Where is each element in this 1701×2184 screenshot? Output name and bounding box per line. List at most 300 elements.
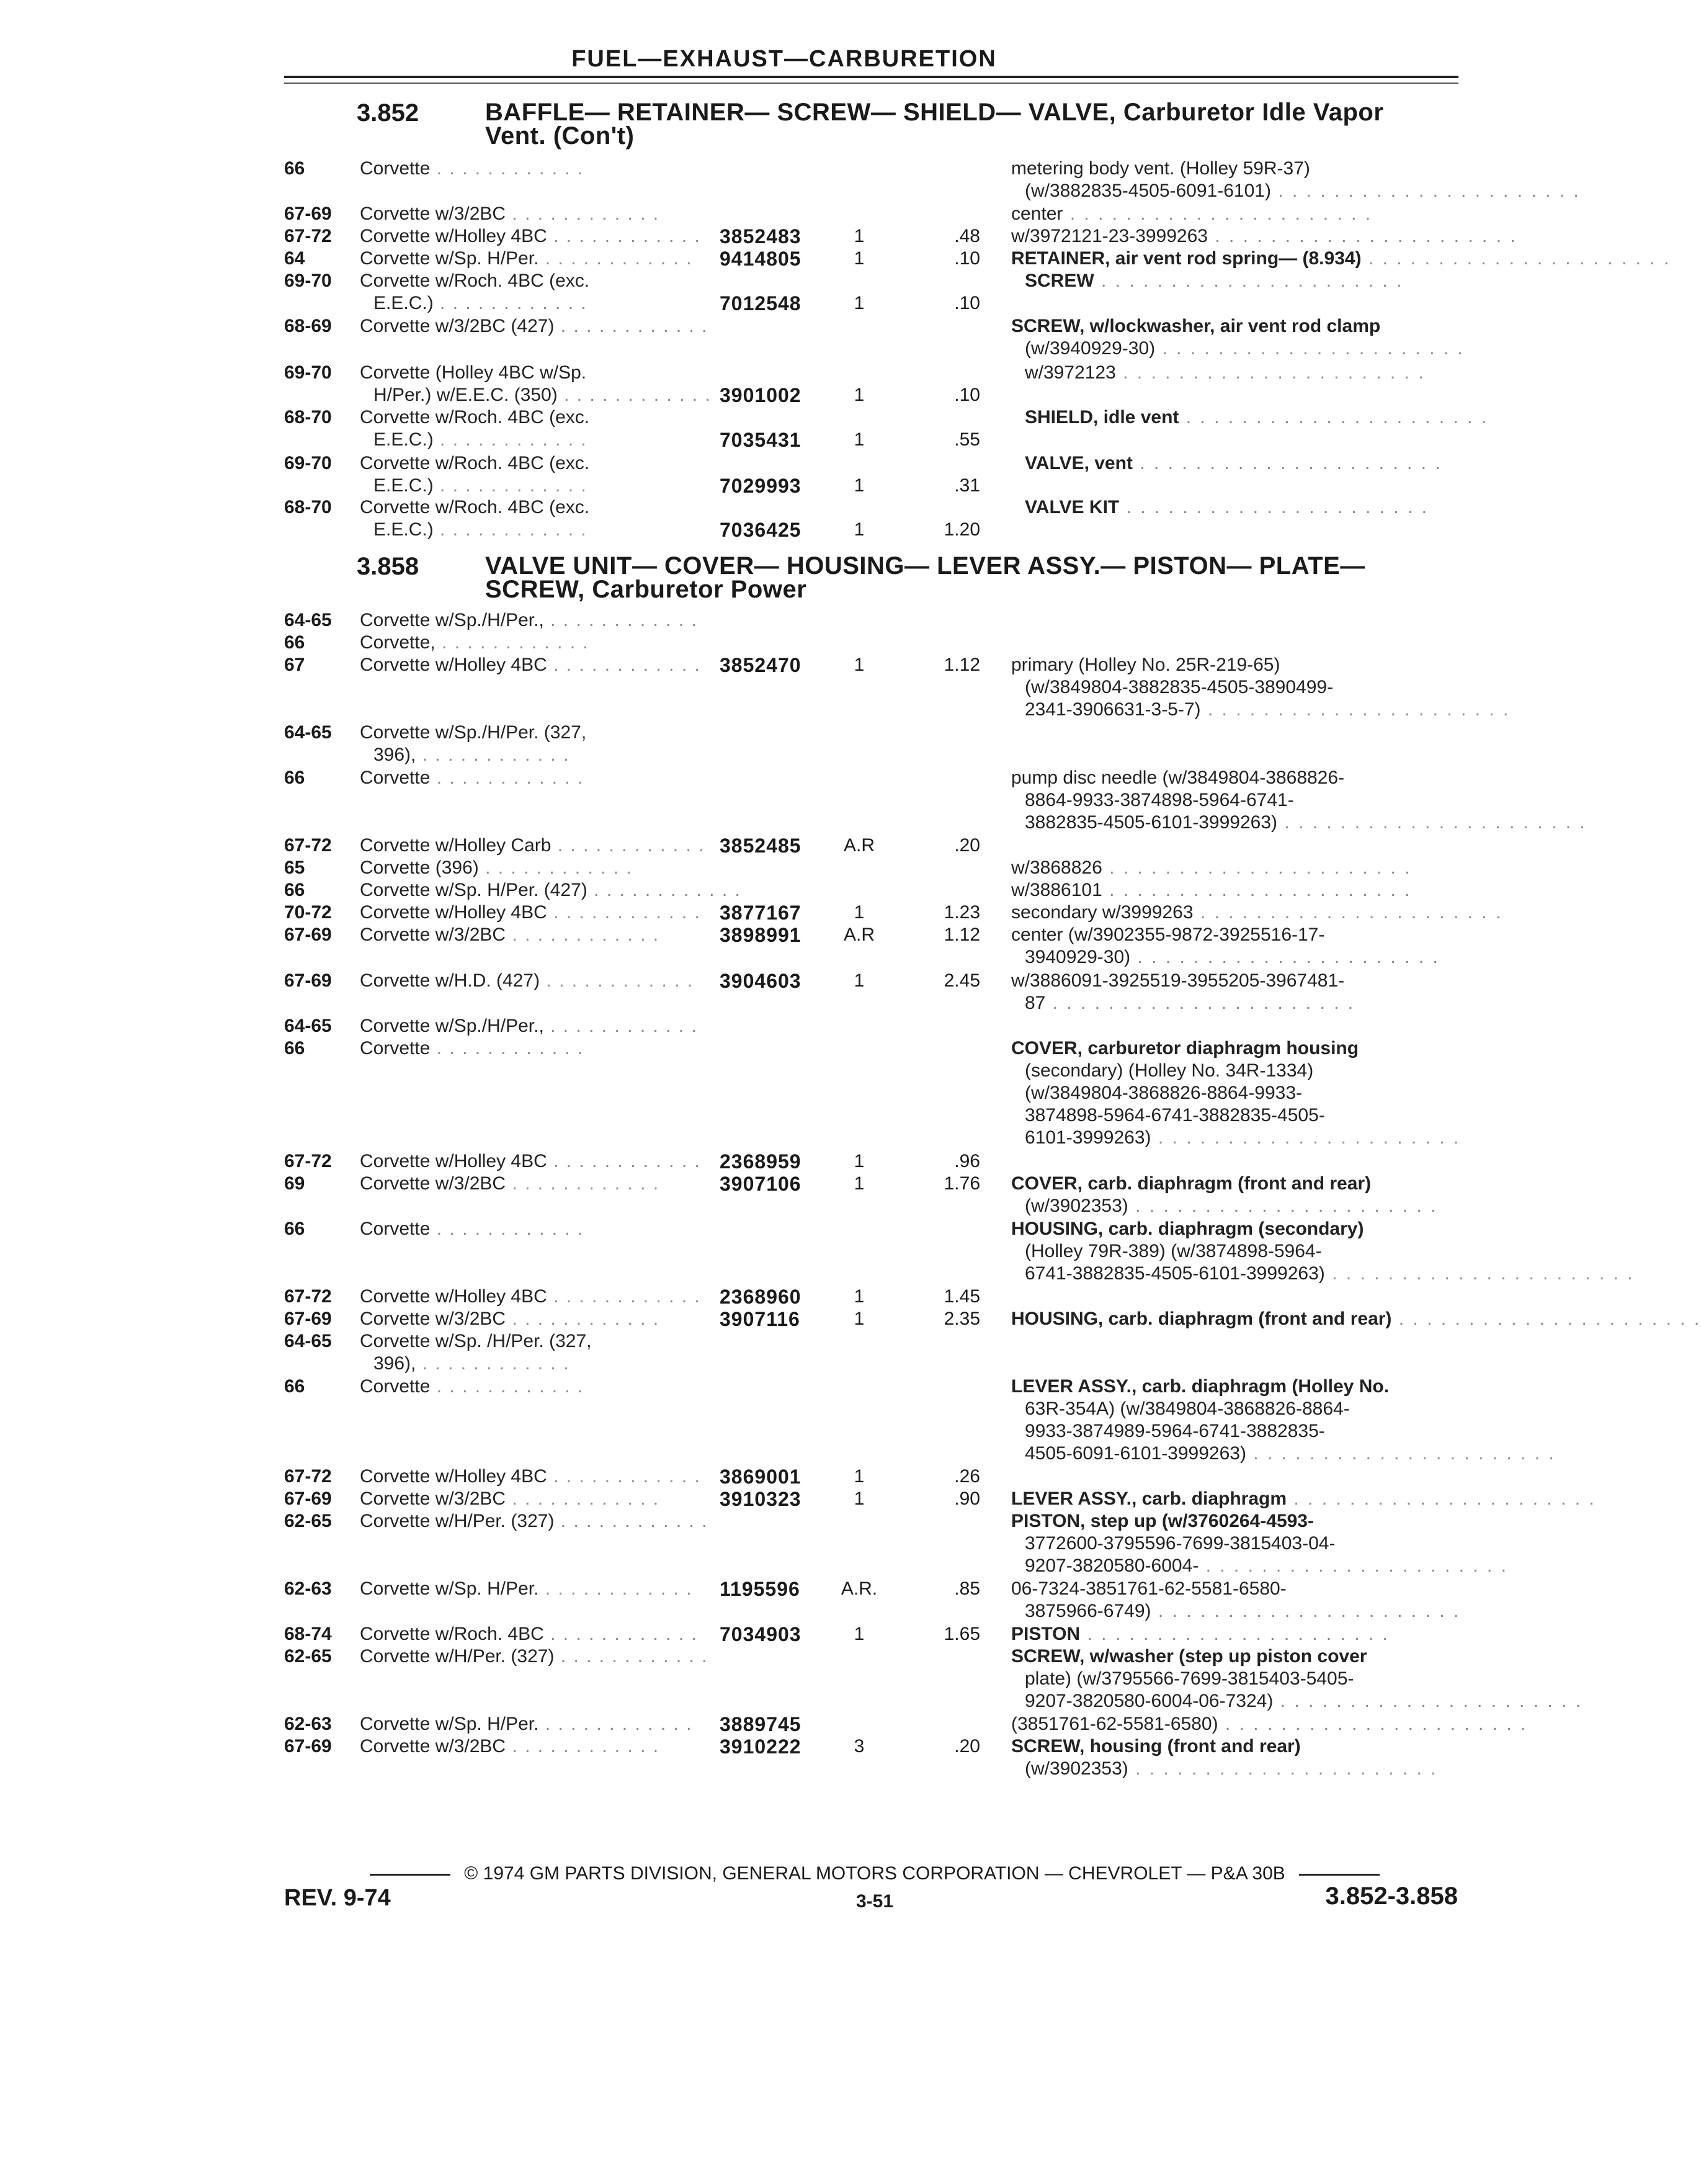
application-line	[360, 225, 701, 248]
description	[1011, 1376, 1556, 1465]
price: 1.12	[944, 924, 980, 945]
row-application	[360, 857, 695, 879]
description	[1011, 1488, 1596, 1510]
application-text: Corvette	[360, 1038, 431, 1058]
application-line	[360, 1037, 695, 1060]
description-line	[1011, 1082, 1464, 1104]
row-year: 69-70	[284, 453, 332, 473]
header-rule	[284, 76, 1458, 78]
description-text: LEVER ASSY., carb. diaphragm (Holley No.	[1011, 1376, 1390, 1397]
leader-dots: . . . . . . . . . . . .	[416, 745, 570, 765]
row-year: 67-69	[284, 970, 332, 991]
description	[1011, 767, 1587, 834]
description-text: COVER, carburetor diaphragm housing	[1011, 1038, 1359, 1058]
application-text: Corvette w/H.D. (427)	[360, 970, 540, 991]
quantity: 1	[854, 226, 865, 246]
quantity: 1	[854, 902, 865, 923]
price: 2.35	[944, 1309, 980, 1329]
row-application	[360, 1330, 695, 1375]
description-text: w/3972121-23-3999263	[1011, 226, 1208, 246]
description-line	[1011, 1060, 1464, 1082]
description-text: pump disc needle (w/3849804-3868826-	[1011, 768, 1345, 788]
application-line	[360, 1353, 695, 1375]
application-text: Corvette w/Holley 4BC	[360, 902, 547, 923]
description	[1011, 315, 1464, 360]
row-year: 62-63	[284, 1714, 332, 1734]
application-line	[360, 496, 695, 519]
application-text: Corvette w/Roch. 4BC (exc.	[360, 407, 590, 427]
description-text: 4505-6091-6101-3999263)	[1025, 1443, 1246, 1464]
row-application	[360, 496, 695, 541]
application-text: Corvette w/Sp. H/Per.	[360, 1578, 539, 1599]
part-number: 1195596	[720, 1578, 800, 1600]
application-line	[360, 475, 695, 497]
quantity: A.R	[843, 924, 875, 945]
leader-dots: . . . . . . . . . . . . . . . . . . . . . .	[1200, 699, 1511, 720]
application-line	[360, 1488, 695, 1510]
row-application	[360, 1578, 695, 1600]
description-text: 3772600-3795596-7699-3815403-04-	[1025, 1533, 1336, 1554]
leader-dots: . . . . . . . . . . . . . . . . . . . . . .	[1273, 1691, 1583, 1711]
description-line	[1011, 767, 1464, 789]
description-text: (3851761-62-5581-6580)	[1011, 1714, 1218, 1734]
description-text: PISTON	[1011, 1624, 1081, 1644]
price: .96	[954, 1151, 980, 1171]
leader-dots: . . . . . . . . . . . .	[554, 1646, 708, 1667]
row-application	[360, 1037, 695, 1060]
leader-dots: . . . . . . . . . . . . . . . . . . . . . .	[1119, 497, 1429, 517]
description-text: SCREW, housing (front and rear)	[1011, 1736, 1301, 1757]
description	[1011, 1510, 1508, 1577]
application-text: Corvette,	[360, 632, 435, 653]
description-text: w/3972123	[1025, 362, 1116, 383]
description-text: 63R-354A) (w/3849804-3868826-8864-	[1025, 1399, 1350, 1419]
description-text: w/3868826	[1011, 857, 1102, 878]
description-line	[1011, 1623, 1464, 1645]
leader-dots: . . . . . . . . . . . .	[433, 475, 587, 496]
quantity: 1	[854, 1309, 865, 1329]
part-number: 3852470	[720, 654, 801, 676]
leader-dots: . . . . . . . . . . . .	[433, 519, 587, 540]
leader-dots: . . . . . . . . . . . .	[430, 1376, 584, 1397]
price: .55	[954, 429, 980, 450]
description	[1011, 1623, 1464, 1645]
quantity: 1	[854, 293, 865, 313]
row-application	[360, 158, 695, 180]
price: .10	[954, 293, 980, 313]
application-line	[360, 1218, 695, 1240]
description-text: SCREW	[1025, 271, 1094, 291]
part-number: 3910323	[720, 1488, 801, 1510]
description-text: VALVE, vent	[1025, 453, 1133, 473]
page-header-title: FUEL—EXHAUST—CARBURETION	[571, 46, 997, 72]
description-text: 6741-3882835-4505-6101-3999263)	[1025, 1263, 1325, 1284]
description-text: center	[1011, 204, 1063, 224]
application-line	[360, 632, 695, 654]
application-line	[360, 1330, 695, 1353]
application-line	[360, 315, 708, 338]
application-text: Corvette w/3/2BC	[360, 1173, 506, 1194]
part-number: 3852483	[720, 225, 801, 248]
quantity: 1	[854, 1624, 865, 1644]
application-line	[360, 1645, 708, 1668]
row-year: 68-70	[284, 497, 332, 517]
application-line	[360, 879, 741, 902]
part-number: 3852485	[720, 835, 801, 857]
description-line	[1011, 699, 1511, 721]
description-text: 87	[1025, 993, 1046, 1013]
description-text: 3875966-6749)	[1025, 1601, 1151, 1621]
description-text: (secondary) (Holley No. 34R-1334)	[1025, 1060, 1314, 1081]
description-line	[1011, 654, 1464, 676]
leader-dots: . . . . . . . . . . . . . . . . . . . . . .	[1128, 1758, 1438, 1779]
price: .20	[954, 1736, 980, 1757]
description-line	[1011, 1533, 1464, 1555]
leader-dots: . . . . . . . . . . . . . . . . . . . . . .	[1155, 338, 1465, 359]
application-text: Corvette w/Holley 4BC	[360, 1286, 547, 1307]
price: 1.20	[944, 519, 980, 540]
application-text: Corvette	[360, 1219, 431, 1239]
application-line	[360, 924, 695, 946]
application-text: 396),	[373, 745, 416, 765]
price: .10	[954, 385, 980, 405]
row-year: 67	[284, 655, 305, 675]
leader-dots: . . . . . . . . . . . .	[547, 655, 701, 675]
leader-dots: . . . . . . . . . . . .	[557, 385, 712, 405]
description	[1011, 1173, 1464, 1217]
description-line	[1011, 879, 1464, 902]
leader-dots: . . . . . . . . . . . . . . . . . . . . . .	[1094, 271, 1404, 291]
price: 2.45	[944, 970, 980, 991]
description	[1011, 924, 1464, 969]
application-line	[360, 1015, 698, 1037]
quantity: 3	[854, 1736, 865, 1757]
description-line	[1011, 1488, 1596, 1510]
description-line	[1011, 902, 1503, 924]
application-line	[360, 722, 695, 744]
leader-dots: . . . . . . . . . . . .	[506, 1488, 660, 1509]
description-text: (w/3902353)	[1025, 1758, 1128, 1779]
footer-copyright-text: © 1974 GM PARTS DIVISION, GENERAL MOTORS CORPORATION — CHEVROLET — P&A 30B	[464, 1863, 1285, 1884]
application-text: Corvette	[360, 158, 431, 179]
row-application	[360, 970, 695, 992]
leader-dots: . . . . . . . . . . . . . . . . . . . . . .	[1179, 407, 1489, 427]
application-text: Corvette w/Sp./H/Per.,	[360, 1016, 544, 1036]
description-text: plate) (w/3795566-7699-3815403-5405-	[1025, 1668, 1354, 1689]
description-text: 3940929-30)	[1025, 947, 1131, 967]
description-text: 9933-3874989-5964-6741-3882835-	[1025, 1421, 1325, 1441]
leader-dots: . . . . . . . . . . . .	[543, 610, 698, 630]
row-year: 62-63	[284, 1578, 332, 1599]
quantity: 1	[854, 475, 865, 496]
description-line	[1011, 270, 1464, 292]
description-line	[1011, 1443, 1556, 1465]
leader-dots: . . . . . . . . . . . . . . . . . . . . . .	[1045, 993, 1355, 1013]
header-rule-thin	[284, 83, 1458, 84]
application-text: Corvette	[360, 768, 431, 788]
application-text: Corvette w/H/Per. (327)	[360, 1511, 555, 1531]
leader-dots: . . . . . . . . . . . . . . . . . . . . . .	[1130, 947, 1440, 967]
row-application	[360, 722, 695, 766]
quantity: 1	[854, 1173, 865, 1194]
description-line	[1011, 1240, 1464, 1263]
application-text: Corvette w/3/2BC (427)	[360, 316, 555, 336]
row-year: 64-65	[284, 1016, 332, 1036]
row-year: 67-72	[284, 1286, 332, 1307]
description	[1011, 270, 1464, 292]
section-title-line: SCREW, Carburetor Power	[485, 576, 807, 603]
description-line	[1011, 1195, 1464, 1217]
row-year: 67-72	[284, 1151, 332, 1171]
leader-dots: . . . . . . . . . . . .	[538, 1578, 693, 1599]
row-year: 64	[284, 248, 305, 269]
leader-dots: . . . . . . . . . . . . . . . . . . . . . .	[1218, 1714, 1528, 1734]
application-text: Corvette w/Holley 4BC	[360, 226, 547, 246]
leader-dots: . . . . . . . . . . . . . . . . . . . . . .	[1193, 902, 1503, 923]
application-line	[360, 744, 695, 766]
row-year: 64-65	[284, 1331, 332, 1351]
application-text: Corvette w/Holley Carb	[360, 835, 551, 856]
quantity: 1	[854, 519, 865, 540]
part-number: 3877167	[720, 902, 801, 924]
description-line	[1011, 1037, 1464, 1060]
row-year: 67-72	[284, 1466, 332, 1487]
row-application	[360, 632, 695, 654]
section-title	[485, 554, 1465, 601]
description-line	[1011, 225, 1517, 248]
part-number: 7029993	[720, 475, 801, 497]
leader-dots: . . . . . . . . . . . .	[416, 1353, 570, 1374]
quantity: 1	[854, 385, 865, 405]
row-year: 64-65	[284, 610, 332, 630]
part-number: 3898991	[720, 924, 801, 946]
description-line	[1011, 970, 1464, 992]
leader-dots: . . . . . . . . . . . .	[543, 1016, 698, 1036]
description-line	[1011, 203, 1464, 225]
price: .31	[954, 475, 980, 496]
description-line	[1011, 158, 1464, 180]
description	[1011, 857, 1464, 879]
application-line	[360, 609, 698, 632]
part-number: 3869001	[720, 1466, 801, 1488]
application-line	[360, 1286, 701, 1308]
row-year: 66	[284, 880, 305, 900]
description	[1011, 1308, 1701, 1330]
application-line	[360, 203, 695, 225]
application-text: E.E.C.)	[373, 429, 434, 450]
row-application	[360, 1713, 695, 1735]
application-line	[360, 1735, 695, 1758]
application-text: Corvette w/Holley 4BC	[360, 1466, 547, 1487]
description-line	[1011, 789, 1464, 812]
description-text: SCREW, w/lockwasher, air vent rod clamp	[1011, 316, 1381, 336]
quantity: 1	[854, 1466, 865, 1487]
row-application	[360, 452, 695, 497]
row-year: 65	[284, 857, 305, 878]
quantity: A.R.	[841, 1578, 878, 1599]
price: .20	[954, 835, 980, 856]
row-year: 69-70	[284, 271, 332, 291]
part-number: 3904603	[720, 970, 801, 992]
price: 1.12	[944, 655, 980, 675]
application-line	[360, 1466, 701, 1488]
description-text: HOUSING, carb. diaphragm (front and rear)	[1011, 1309, 1392, 1329]
part-number: 2368959	[720, 1150, 801, 1173]
application-line	[360, 519, 695, 541]
description-text: COVER, carb. diaphragm (front and rear)	[1011, 1173, 1372, 1194]
description	[1011, 248, 1671, 270]
description-line	[1011, 1510, 1464, 1533]
description-text: (w/3849804-3882835-4505-3890499-	[1025, 677, 1334, 697]
row-application	[360, 1645, 708, 1668]
description-line	[1011, 1555, 1508, 1577]
description-text: (w/3882835-4505-6091-6101)	[1025, 181, 1271, 201]
description-line	[1011, 992, 1464, 1014]
application-line	[360, 452, 695, 475]
description-line	[1011, 1668, 1464, 1690]
application-line	[360, 362, 695, 384]
leader-dots: . . . . . . . . . . . . . . . . . . . . . .	[1287, 1488, 1596, 1509]
leader-dots: . . . . . . . . . . . . . . . . . . . . . .	[1391, 1309, 1701, 1329]
row-application	[360, 835, 705, 857]
description	[1011, 902, 1503, 924]
leader-dots: . . . . . . . . . . . . . . . . . . . . . .	[1063, 204, 1373, 224]
description-text: 6101-3999263)	[1025, 1127, 1151, 1148]
leader-dots: . . . . . . . . . . . .	[506, 1309, 660, 1329]
description	[1011, 225, 1517, 248]
leader-dots: . . . . . . . . . . . . . . . . . . . . . .	[1132, 453, 1442, 473]
section-title-line: Vent. (Con't)	[485, 122, 635, 150]
row-year: 66	[284, 1219, 305, 1239]
application-text: Corvette w/3/2BC	[360, 1736, 506, 1757]
row-application	[360, 654, 701, 676]
application-line	[360, 384, 712, 406]
application-line	[360, 654, 701, 676]
price: .48	[954, 226, 980, 246]
row-application	[360, 1308, 695, 1330]
description	[1011, 362, 1464, 384]
application-text: Corvette w/3/2BC	[360, 924, 506, 945]
row-year: 67-69	[284, 924, 332, 945]
row-application	[360, 406, 695, 451]
description-text: center (w/3902355-9872-3925516-17-	[1011, 924, 1325, 945]
section-title-line: BAFFLE— RETAINER— SCREW— SHIELD— VALVE, Carburetor Idle Vapor	[485, 99, 1384, 126]
footer-rule-left	[370, 1874, 450, 1876]
quantity: 1	[854, 1151, 865, 1171]
leader-dots: . . . . . . . . . . . .	[430, 158, 584, 179]
quantity: 1	[854, 970, 865, 991]
section-number: 3.858	[357, 553, 419, 580]
description	[1011, 1645, 1583, 1712]
application-text: 396),	[373, 1353, 416, 1374]
footer-rule-right	[1299, 1874, 1380, 1876]
description-text: w/3886091-3925519-3955205-3967481-	[1011, 970, 1345, 991]
application-text: Corvette w/3/2BC	[360, 1488, 506, 1509]
description-text: secondary w/3999263	[1011, 902, 1194, 923]
row-year: 67-69	[284, 1309, 332, 1329]
leader-dots: . . . . . . . . . . . .	[587, 880, 741, 900]
row-application	[360, 225, 701, 248]
row-application	[360, 203, 695, 225]
description	[1011, 203, 1464, 225]
description-text: LEVER ASSY., carb. diaphragm	[1011, 1488, 1287, 1509]
application-text: Corvette w/Sp./H/Per.,	[360, 610, 544, 630]
leader-dots: . . . . . . . . . . . .	[554, 316, 708, 336]
application-text: Corvette w/Roch. 4BC (exc.	[360, 453, 590, 473]
application-line	[360, 406, 695, 429]
description-text: metering body vent. (Holley 59R-37)	[1011, 158, 1310, 179]
application-line	[360, 767, 695, 789]
description-line	[1011, 406, 1489, 429]
description-text: (Holley 79R-389) (w/3874898-5964-	[1025, 1241, 1322, 1261]
footer-revision: REV. 9-74	[284, 1885, 391, 1911]
description-line	[1011, 1578, 1464, 1600]
row-application	[360, 1466, 701, 1488]
application-text: Corvette w/Sp. H/Per.	[360, 248, 539, 269]
description-text: 9207-3820580-6004-	[1025, 1555, 1199, 1576]
part-number: 3889745	[720, 1713, 801, 1735]
leader-dots: . . . . . . . . . . . . . . . . . . . . . .	[1277, 812, 1587, 833]
description-line	[1011, 248, 1671, 270]
price: 1.76	[944, 1173, 980, 1194]
leader-dots: . . . . . . . . . . . . . . . . . . . . . .	[1207, 226, 1517, 246]
quantity: 1	[854, 1488, 865, 1509]
application-text: Corvette	[360, 1376, 431, 1397]
description-text: HOUSING, carb. diaphragm (secondary)	[1011, 1219, 1364, 1239]
leader-dots: . . . . . . . . . . . . . . . . . . . . . .	[1270, 181, 1581, 201]
row-year: 69	[284, 1173, 305, 1194]
leader-dots: . . . . . . . . . . . .	[543, 1624, 698, 1644]
description	[1011, 158, 1581, 202]
description-line	[1011, 812, 1587, 834]
description-text: 9207-3820580-6004-06-7324)	[1025, 1691, 1274, 1711]
description	[1011, 496, 1464, 519]
leader-dots: . . . . . . . . . . . .	[433, 429, 587, 450]
application-text: Corvette w/H/Per. (327)	[360, 1646, 555, 1667]
description-text: w/3886101	[1011, 880, 1102, 900]
description-line	[1011, 315, 1464, 338]
description-text: VALVE KIT	[1025, 497, 1120, 517]
part-number: 7036425	[720, 519, 801, 541]
application-text: H/Per.) w/E.E.C. (350)	[373, 385, 558, 405]
leader-dots: . . . . . . . . . . . .	[540, 970, 694, 991]
application-line	[360, 1150, 701, 1173]
description-line	[1011, 1645, 1464, 1668]
part-number: 3901002	[720, 384, 801, 406]
application-text: E.E.C.)	[373, 475, 434, 496]
description-text: 06-7324-3851761-62-5581-6580-	[1011, 1578, 1287, 1599]
leader-dots: . . . . . . . . . . . .	[547, 1286, 701, 1307]
row-application	[360, 362, 712, 406]
description	[1011, 654, 1511, 721]
leader-dots: . . . . . . . . . . . . . . . . . . . . . .	[1115, 362, 1426, 383]
row-application	[360, 1623, 698, 1645]
description-line	[1011, 180, 1581, 202]
footer-page-number: 3-51	[856, 1891, 894, 1912]
description-line	[1011, 1690, 1583, 1712]
description	[1011, 879, 1464, 902]
description-text: SHIELD, idle vent	[1025, 407, 1179, 427]
application-line	[360, 1510, 708, 1533]
description	[1011, 406, 1489, 429]
application-line	[360, 902, 701, 924]
description-line	[1011, 362, 1464, 384]
leader-dots: . . . . . . . . . . . .	[506, 924, 660, 945]
leader-dots: . . . . . . . . . . . .	[506, 204, 660, 224]
description-line	[1011, 1420, 1464, 1443]
section-number: 3.852	[357, 99, 419, 127]
leader-dots: . . . . . . . . . . . .	[506, 1173, 660, 1194]
